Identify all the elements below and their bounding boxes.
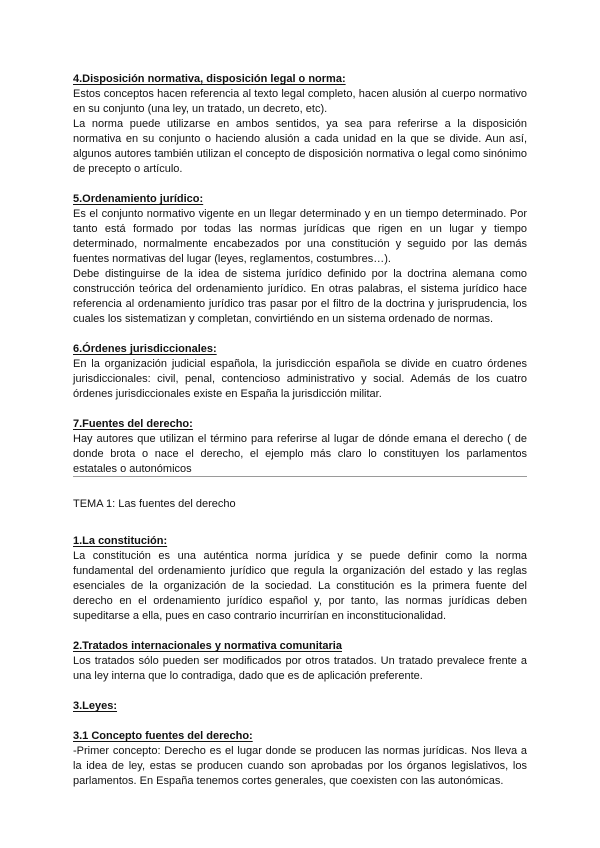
lower-content <box>73 497 527 789</box>
section-heading: 1.La constitución: <box>73 535 168 547</box>
section-paragraph: Debe distinguirse de la idea de sistema jurídico definido por la doctrina alemana como construcción teórica del ordenamiento jurídico. En otras palabras, el sistema jurídico hace referencia al ordenamiento jurídico tras pasar por el filtro de la doctrina y jurisprudencia, los cuales los sistematizan y completan, convirtiéndo en un sistema ordenado de normas. <box>73 268 527 325</box>
section-paragraph: La constitución es una auténtica norma jurídica y se puede definir como la norma fundamental del ordenamiento jurídico que regula la organización del estado y las reglas esenciales de la organización de la sociedad. La constitución es la primera fuente del derecho en el ordenamiento jurídico español y, por tanto, las normas jurídicas deben supeditarse a ella, pues en caso contrario incurrirían en inconstitucionalidad. <box>73 550 527 622</box>
section-heading: 3.Leyes: <box>73 700 118 712</box>
section-heading: 3.1 Concepto fuentes del derecho: <box>73 730 253 742</box>
section-heading: 5.Ordenamiento jurídico: <box>73 193 204 205</box>
section-paragraph: Los tratados sólo pueden ser modificados por otros tratados. Un tratado prevalece frente a una ley interna que lo contradiga, dado que es de aplicación preferente. <box>73 655 527 682</box>
tema-title: TEMA 1: Las fuentes del derecho <box>73 498 236 510</box>
section-la-constitucion <box>73 534 527 624</box>
section-heading: 4.Disposición normativa, disposición legal o norma: <box>73 73 346 85</box>
section-paragraph: -Primer concepto: Derecho es el lugar donde se producen las normas jurídicas. Nos lleva a la idea de ley, estas se producen cuando son aprobadas por los órganos legislativos, los parlamentos. En España tenemos cortes generales, que coexisten con las autonómicas. <box>73 745 527 787</box>
section-heading: 7.Fuentes del derecho: <box>73 418 193 430</box>
section-heading: 2.Tratados internacionales y normativa comunitaria <box>73 640 342 652</box>
section-tratados-internacionales <box>73 639 527 684</box>
section-concepto-fuentes <box>73 729 527 789</box>
section-paragraph: Es el conjunto normativo vigente en un llegar determinado y en un tiempo determinado. Por tanto está formado por todas las normas jurídicas que rigen en un lugar y tiempo determinado, normalmente encabezados por una constitución y seguido por las demás fuentes normativas del lugar (leyes, reglamentos, costumbres…). <box>73 208 527 265</box>
section-fuentes-del-derecho <box>73 417 527 477</box>
section-paragraph: Hay autores que utilizan el término para referirse al lugar de dónde emana el derecho ( de donde brota o nace el derecho, el ejemplo más claro lo constituyen los parlamentos estatales o autonómicos <box>73 433 527 475</box>
section-ordenes-jurisdiccionales <box>73 342 527 402</box>
section-ordenamiento-juridico <box>73 192 527 327</box>
section-paragraph: La norma puede utilizarse en ambos sentidos, ya sea para referirse a la disposición normativa en su conjunto o haciendo alusión a cada unidad en la que se divide. Aun así, algunos autores también utilizan el concepto de disposición normativa o legal como sinónimo de precepto o artículo. <box>73 118 527 175</box>
section-paragraph: En la organización judicial española, la jurisdicción española se divide en cuatro órdenes jurisdiccionales: civil, penal, contencioso administrativo y social. Además de los cuatro órdenes jurisdiccionales existe en España la jurisdicción militar. <box>73 358 527 400</box>
section-leyes <box>73 699 527 714</box>
section-heading: 6.Órdenes jurisdiccionales: <box>73 343 217 355</box>
horizontal-divider <box>73 476 527 477</box>
upper-content <box>73 72 527 477</box>
section-paragraph: Estos conceptos hacen referencia al texto legal completo, hacen alusión al cuerpo normativo en su conjunto (una ley, un tratado, un decreto, etc). <box>73 88 527 115</box>
section-disposicion-normativa <box>73 72 527 177</box>
